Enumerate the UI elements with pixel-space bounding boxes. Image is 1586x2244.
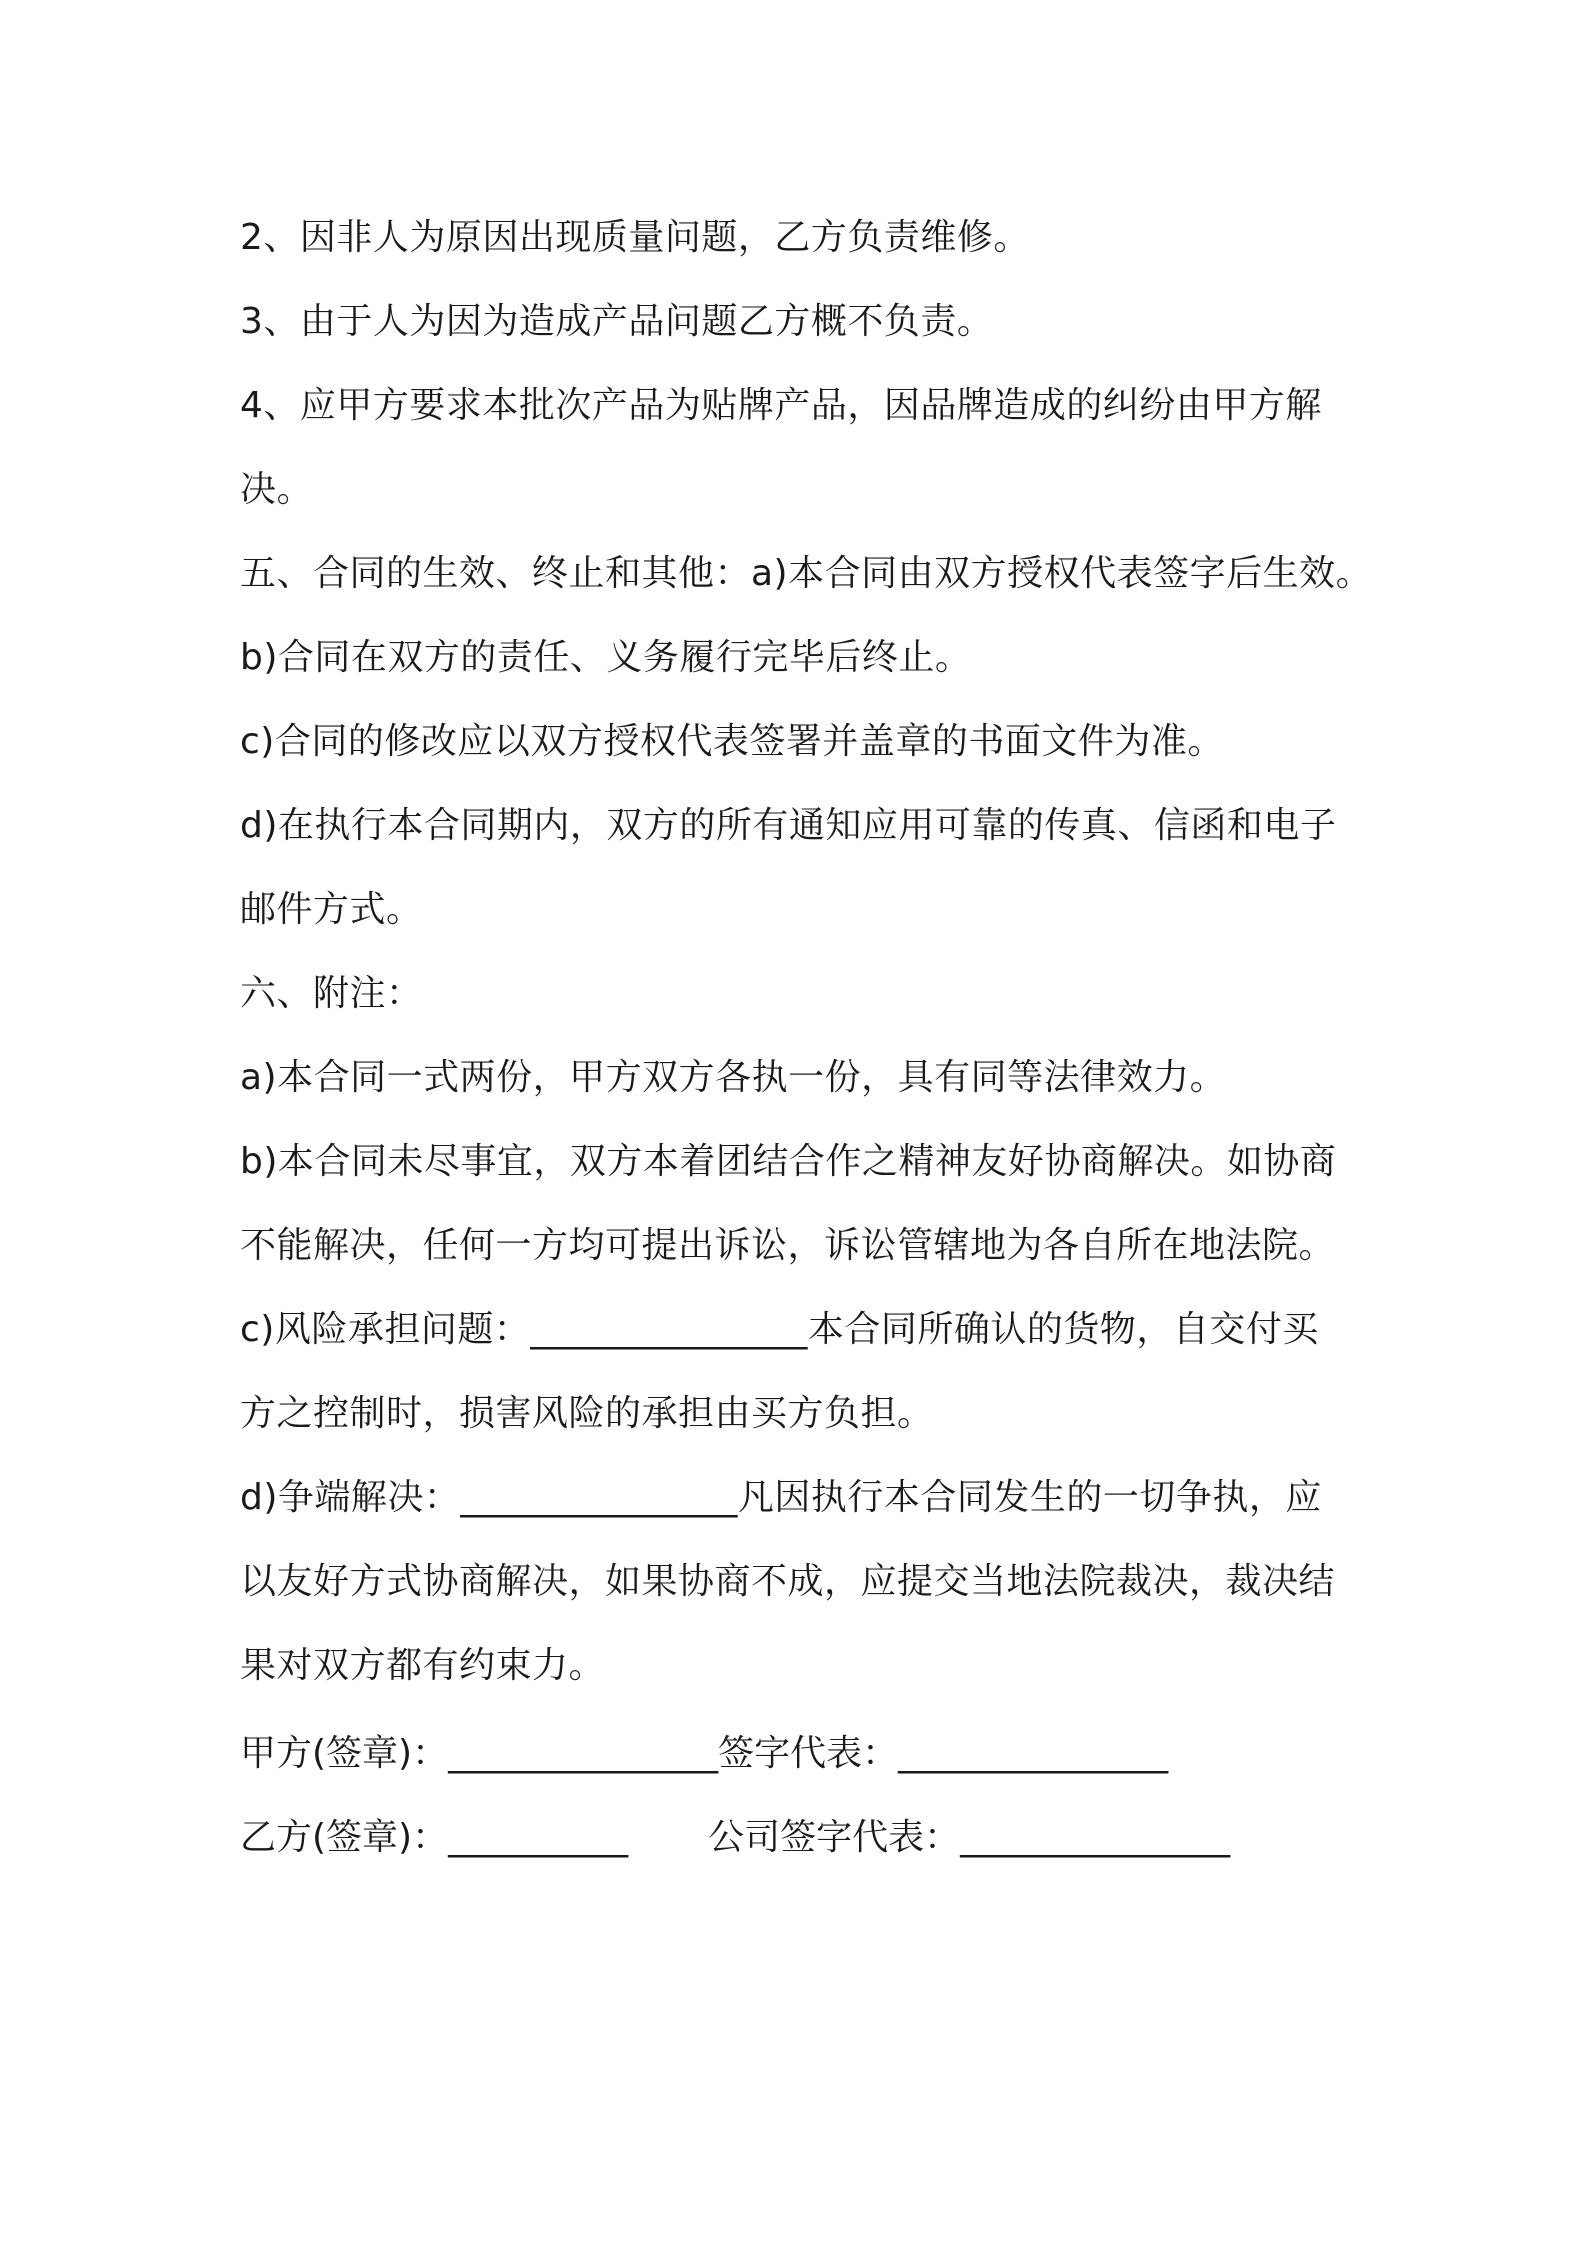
section-heading-line: 五、合同的生效、终止和其他：a)本合同由双方授权代表签字后生效。 [240, 553, 1373, 594]
clause-line: 3、由于人为因为造成产品问题乙方概不负责。 [240, 301, 994, 342]
clause-line: 以友好方式协商解决，如果协商不成，应提交当地法院裁决，裁决结 [240, 1561, 1336, 1602]
clause-line: b)合同在双方的责任、义务履行完毕后终止。 [240, 637, 972, 678]
clause-line: d)争端解决：_______________凡因执行本合同发生的一切争执，应 [240, 1477, 1322, 1518]
signature-row-party-b [240, 1796, 1360, 1880]
clause-line: 邮件方式。 [240, 889, 423, 930]
clause-line: d)在执行本合同期内，双方的所有通知应用可靠的传真、信函和电子 [240, 805, 1337, 846]
document-body [240, 196, 1373, 1880]
clause-line: 果对双方都有约束力。 [240, 1645, 606, 1686]
party-b-signature: 乙方(签章)：__________ [240, 1817, 629, 1858]
clause-line: c)合同的修改应以双方授权代表签署并盖章的书面文件为准。 [240, 721, 1224, 762]
party-b-representative: 公司签字代表：_______________ [708, 1817, 1231, 1858]
section-heading: 六、附注： [240, 973, 423, 1014]
clause-line: 不能解决，任何一方均可提出诉讼，诉讼管辖地为各自所在地法院。 [240, 1225, 1336, 1266]
clause-line: a)本合同一式两份，甲方双方各执一份，具有同等法律效力。 [240, 1057, 1227, 1098]
party-a-signature: 甲方(签章)：_______________ [240, 1733, 719, 1774]
clause-line: b)本合同未尽事宜，双方本着团结合作之精神友好协商解决。如协商 [240, 1141, 1337, 1182]
clause-line: 决。 [240, 469, 314, 510]
signature-row-party-a [240, 1712, 1360, 1796]
clause-line: 方之控制时，损害风险的承担由买方负担。 [240, 1393, 934, 1434]
clause-line: 2、因非人为原因出现质量问题，乙方负责维修。 [240, 217, 1030, 258]
clause-line: c)风险承担问题：_______________本合同所确认的货物，自交付买 [240, 1309, 1319, 1350]
party-a-representative: 签字代表：_______________ [718, 1733, 1169, 1774]
clause-line: 4、应甲方要求本批次产品为贴牌产品，因品牌造成的纠纷由甲方解 [240, 385, 1322, 426]
